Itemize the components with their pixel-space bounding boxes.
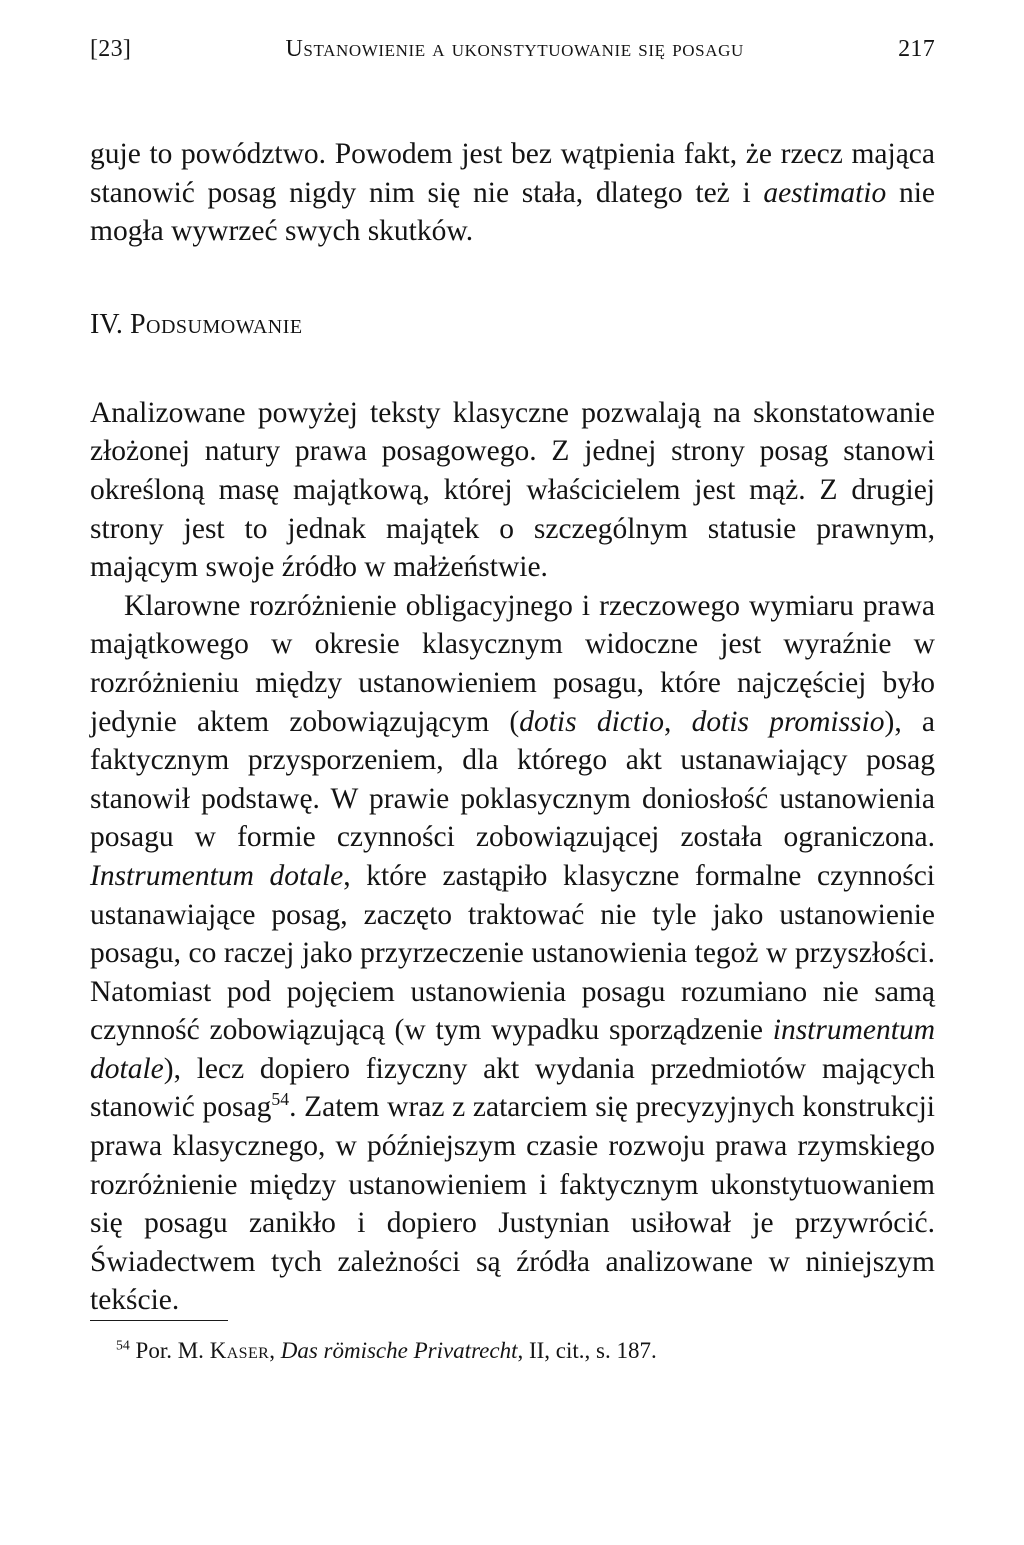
italic-term-dotis-dictio: dotis dictio [519,705,665,738]
paragraph3-text-c: , które zastąpiło klasyczne formalne czynności ustanawiające posag, zaczęto traktować nie tyle jako ustanowienie posagu, co raczej jako przyrzeczenie ustanowienia tegoż w przyszłości. Natomiast pod pojęciem ustanowienia posagu rozumiano nie samą czynność zobowiązującą (w tym wypadku sporządzenie [90,859,935,1047]
paragraph3-separator: , [664,705,692,738]
paragraph-continuation [90,135,935,251]
italic-term-instrumentum-dotale: Instrumentum dotale [90,859,344,892]
paragraph1-text-a: guje to powództwo. Powodem jest bez wątpienia fakt, że rzecz mająca stanowić posag nigdy nim się nie stała, dlatego też i [90,138,935,209]
section-reference: [23] [90,36,132,62]
running-title: Ustanowienie a ukonstytuowanie się posagu [285,36,744,62]
footnotes-area [90,1320,935,1367]
section-number: IV. [90,308,123,340]
paragraph3-text-b: ), a faktycznym przysporzeniem, dla którego akt ustanawiający posag stanowił podstawę. W prawie poklasycznym doniosłość ustanowienia posagu w formie czynności zobowiązującej została ograniczona. [90,705,936,854]
paragraph3-text-e: . Zatem wraz z zatarciem się precyzyjnych konstrukcji prawa klasycznego, w późniejszym czasie rozwoju prawa rzymskiego rozróżnienie między ustanowieniem i faktycznym ukonstytuowaniem się posagu zanikło i dopiero Justynian usiłował je przywrócić. Świadectwem tych zależności są źródła analizowane w niniejszym tekście. [90,1091,935,1317]
paragraph1-text-b: nie mogła wywrzeć swych skutków. [90,176,935,248]
footnote-number: 54 [116,1337,130,1353]
italic-term-instrumentum-dotale-2: instrumentum dotale [90,1014,935,1085]
footnote-reference-54[interactable]: 54 [271,1089,290,1110]
footnote-divider [90,1320,228,1321]
footnote-author: Kaser [209,1338,270,1363]
section-heading [90,306,935,344]
footnote-separator: , [269,1338,281,1363]
paragraph3-text-a: Klarowne rozróżnienie obligacyjnego i rzeczowego wymiaru prawa majątkowego w okresie klasycznym widoczne jest wyraźnie w rozróżnieniu między ustanowieniem posagu, które najczęściej było jedynie aktem zobowiązującym ( [90,589,935,738]
footnote-suffix: , II, cit., s. 187. [517,1338,657,1363]
summary-paragraph-2 [90,587,935,1320]
footnote-prefix: Por. M. [129,1338,210,1363]
page-body [90,32,935,1320]
page-number: 217 [898,36,935,62]
footnote-book-title: Das römische Privatrecht [280,1338,518,1363]
paragraph3-text-d: ), lecz dopiero fizyczny akt wydania przedmiotów mających stanowić posag [90,1052,935,1124]
italic-term-dotis-promissio: dotis promissio [691,705,885,738]
running-header [90,32,935,66]
italic-term-aestimatio: aestimatio [763,176,887,209]
section-title: Podsumowanie [129,308,303,340]
footnote-54 [90,1335,935,1367]
summary-paragraph-1: Analizowane powyżej teksty klasyczne pozwalają na skonstatowanie złożonej natury prawa posagowego. Z jednej strony posag stanowi określoną masę majątkową, której właścicielem jest mąż. Z drugiej strony jest to jednak majątek o szczególnym statusie prawnym, mającym swoje źródło w małżeństwie. [90,396,935,584]
